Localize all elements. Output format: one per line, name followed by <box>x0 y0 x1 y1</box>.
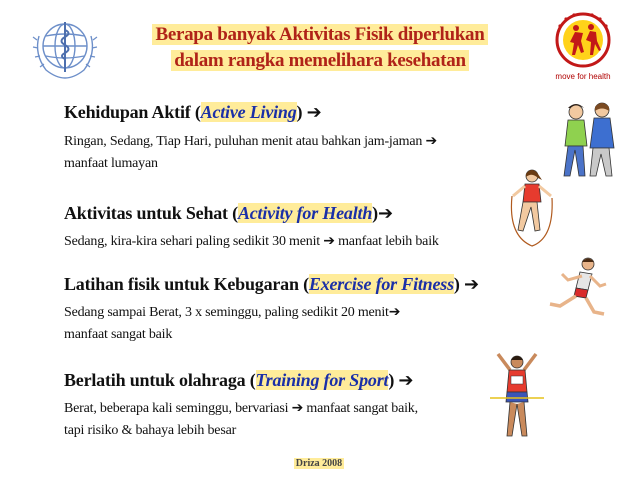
heading-close: ) <box>388 370 395 390</box>
world-health-day-logo <box>546 8 620 88</box>
arrow-right-icon: ➔ <box>377 203 393 224</box>
heading-highlight: Active Living <box>200 102 297 122</box>
arrow-right-icon: ➔ <box>398 370 414 391</box>
athlete-finish-icon <box>486 350 548 444</box>
heading-text: Kehidupan Aktif ( <box>64 102 201 122</box>
arrow-right-icon: ➔ <box>388 304 401 320</box>
heading-text: Latihan fisik untuk Kebugaran ( <box>64 274 309 294</box>
detail-text: Ringan, Sedang, Tiap Hari, puluhan menit atau bahkan jam-jaman <box>64 134 423 149</box>
footer-credit <box>0 458 638 469</box>
heading-highlight: Exercise for Fitness <box>308 274 454 294</box>
detail-text: Sedang, kira-kira sehari paling sedikit 30 menit <box>64 234 320 249</box>
section-exercise-for-fitness <box>64 272 479 346</box>
arrow-right-icon: ➔ <box>291 400 304 416</box>
section-detail-benefit: manfaat lumayan <box>64 156 158 171</box>
walking-couple-icon <box>556 100 624 182</box>
heading-highlight: Training for Sport <box>255 370 389 390</box>
arrow-right-icon: ➔ <box>425 133 437 149</box>
footer-text: Driza 2008 <box>295 458 343 469</box>
arrow-right-icon: ➔ <box>464 274 479 295</box>
runner-icon <box>546 256 612 324</box>
jump-rope-woman-icon <box>506 166 558 248</box>
heading-highlight: Activity for Health <box>237 203 373 223</box>
arrow-right-icon: ➔ <box>323 233 335 249</box>
section-detail-risk: tapi risiko & bahaya lebih besar <box>64 423 237 438</box>
section-heading <box>64 201 439 226</box>
title-line-2: dalam rangka memelihara kesehatan <box>171 50 468 71</box>
section-detail <box>64 397 418 420</box>
who-emblem-icon <box>30 14 100 82</box>
world-health-day-logo-icon <box>546 8 620 72</box>
arrow-right-icon: ➔ <box>306 102 322 123</box>
section-heading <box>64 100 437 125</box>
heading-text: Aktivitas untuk Sehat ( <box>64 203 238 223</box>
section-heading <box>64 368 418 393</box>
section-training-for-sport <box>64 368 418 442</box>
section-detail <box>64 301 479 324</box>
detail-text: Sedang sampai Berat, 3 x seminggu, paling sedikit 20 menit <box>64 305 389 320</box>
title-line-1: Berapa banyak Aktivitas Fisik diperlukan <box>152 24 487 45</box>
detail-text: Berat, beberapa kali seminggu, bervariasi <box>64 401 289 416</box>
section-detail-benefit: manfaat sangat baik <box>64 327 173 342</box>
detail-benefit: manfaat lebih baik <box>338 234 439 249</box>
section-active-living <box>64 100 437 175</box>
heading-close: ) <box>296 102 303 122</box>
heading-close: ) <box>453 274 460 294</box>
slide-title <box>130 22 510 74</box>
section-detail <box>64 230 439 253</box>
section-detail <box>64 130 437 153</box>
section-heading <box>64 272 479 297</box>
heading-close: ) <box>372 203 378 223</box>
section-activity-for-health <box>64 201 439 253</box>
logo-caption: move for health <box>555 72 611 81</box>
detail-benefit: manfaat sangat baik, <box>306 401 418 416</box>
heading-text: Berlatih untuk olahraga ( <box>64 370 256 390</box>
